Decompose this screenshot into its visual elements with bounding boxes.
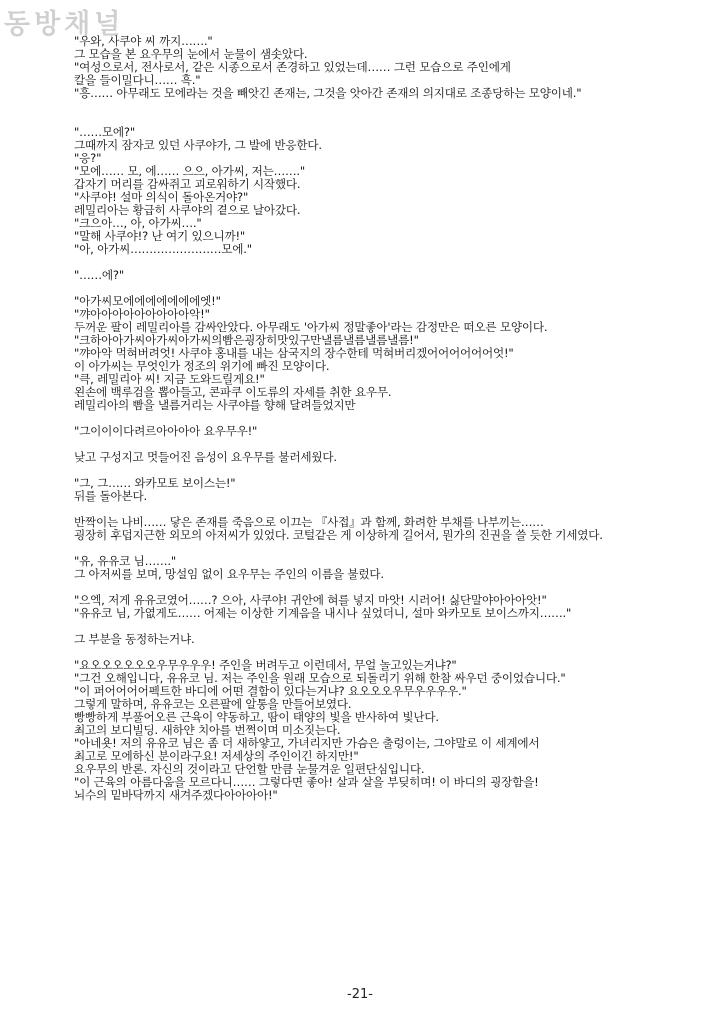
text-line: 뒤를 돌아본다. (74, 490, 147, 503)
text-line: "꺄아악 먹혀버려엇! 사쿠야 홍내를 내는 삼국지의 장수한테 먹혀버리겠어어어어어어엇!" (74, 347, 514, 360)
text-line: 이 아가씨는 무엇인가 정조의 위기에 빠진 모양이다. (74, 360, 330, 373)
text-line: "말해 사쿠야!? 난 여기 있으니까!" (74, 230, 246, 243)
blank-line (74, 464, 684, 477)
blank-line (74, 282, 684, 295)
text-line: "우와, 사쿠야 씨 까지……." (74, 35, 213, 48)
text-line: "이 퍼어어어어펙트한 바디에 어떤 결함이 있다는거냐? 요오오오우무우우우우." (74, 685, 467, 698)
text-line: "아, 아가씨……………………모에." (74, 243, 252, 256)
text-line: 그때까지 잠자코 있던 사쿠야가, 그 발에 반응한다. (74, 139, 322, 152)
text-line: 레밀리아는 황급히 사쿠야의 곁으로 날아갔다. (74, 204, 301, 217)
text-line: "그이이이다려르아아아아 요우무우!" (74, 425, 258, 438)
text-line: "꺄아아아아아아아아아악!" (74, 308, 210, 321)
text-line: "여성으로서, 전사로서, 같은 시종으로서 존경하고 있었는데…… 그런 모습으로 주인에게 (74, 61, 511, 74)
text-line: 뇌수의 밑바닥까지 새겨주겠다아아아아!" (74, 789, 278, 802)
text-line: 그 부분을 동정하는거냐. (74, 633, 195, 646)
text-line: "응?" (74, 152, 102, 165)
text-line: 레밀리아의 빰을 낼름거리는 사쿠야를 향해 달려들었지만 (74, 399, 356, 412)
text-line: 왼손에 백루검을 뽑아들고, 콘파쿠 이도류의 자세를 취한 요우무. (74, 386, 392, 399)
blank-line (74, 438, 684, 451)
text-line: "으엑, 저게 유유코였어……? 으아, 사쿠야! 귀안에 혀를 넣지 마앗! 시러어! 싫단말야아아아앗!" (74, 594, 547, 607)
text-line: 최고로 모에하신 분이라구요! 저세상의 주인이긴 하지만!" (74, 750, 359, 763)
story-text (74, 35, 684, 802)
text-line: 굉장히 후덥지근한 외모의 아저씨가 있었다. 코털같은 게 이상하게 길어서, 뭔가의 진권을 쓸 듯한 기세였다. (74, 529, 603, 542)
text-line: 빵빵하게 부풀어오른 근육이 약동하고, 땀이 태양의 빛을 반사하여 빛난다. (74, 711, 439, 724)
text-line: "요오오오오오오우무우우우! 주인을 버려두고 이런데서, 무얼 놀고있는거냐?" (74, 659, 457, 672)
text-line: "아가씨모에에에에에에에엣!" (74, 295, 221, 308)
text-line: "유, 유유코 님……." (74, 555, 176, 568)
blank-line (74, 256, 684, 269)
text-line: 반짝이는 나비…… 닿은 존재를 죽음으로 이끄는 『사접』과 함께, 화려한 부채를 나부끼는…… (74, 516, 544, 529)
text-line: "흥…… 아무래도 모에라는 것을 빼앗긴 존재는, 그것을 앗아간 존재의 의지대로 조종당하는 모양이네." (74, 87, 582, 100)
text-line: 최고의 보디빌딩. 새하얀 치아를 번쩍이며 미소짓는다. (74, 724, 341, 737)
text-line: "크으아…, 아, 아가씨…." (74, 217, 202, 230)
text-line: 요우무의 반론. 자신의 것이라고 단언할 만큼 눈물겨운 일편단심입니다. (74, 763, 425, 776)
text-line: "크하아아가씨아가씨아가씨의빰은굉장히맛있구만낼름낼름낼름낼름!" (74, 334, 419, 347)
text-line: "아네욧! 저의 유유코 님은 좀 더 새하얗고, 가녀리지만 가슴은 출렁이는, 그야말로 이 세계에서 (74, 737, 540, 750)
blank-line (74, 620, 684, 633)
blank-line (74, 113, 684, 126)
text-line: "그건 오해입니다, 유유코 님. 저는 주인을 원래 모습으로 되돌리기 위해 한참 싸우던 중이었습니다." (74, 672, 566, 685)
blank-line (74, 100, 684, 113)
blank-line (74, 542, 684, 555)
text-line: 그 모습을 본 요우무의 눈에서 눈물이 샘솟았다. (74, 48, 308, 61)
text-line: 칼을 들이밀다니…… 흑." (74, 74, 201, 87)
text-line: 그 아저씨를 보며, 망설임 없이 요우무는 주인의 이름을 불렀다. (74, 568, 384, 581)
blank-line (74, 503, 684, 516)
text-line: "큭, 레밀리아 씨! 지금 도와드릴게요!" (74, 373, 265, 386)
text-line: 두꺼운 팔이 레밀리아를 감싸안았다. 아무래도 '아가씨 정말좋아'라는 감정만은 떠오른 모양이다. (74, 321, 548, 334)
text-line: "……모에?" (74, 126, 136, 139)
text-line: "이 근육의 아름다움을 모르다니…… 그렇다면 좋아! 살과 살을 부딪히며! 이 바디의 굉장함을! (74, 776, 539, 789)
blank-line (74, 412, 684, 425)
watermark-logo: 동방채널 (4, 9, 125, 40)
text-line: 그렇게 말하며, 유유코는 오른팔에 알통을 만들어보였다. (74, 698, 352, 711)
text-line: "사쿠야! 설마 의식이 돌아온거야?" (74, 191, 249, 204)
page-number: -21- (347, 987, 373, 1002)
text-line: "모에…… 모, 에…… 으으, 아가씨, 저는……." (74, 165, 305, 178)
blank-line (74, 581, 684, 594)
text-line: "그, 그…… 와카모토 보이스는!" (74, 477, 236, 490)
text-line: "유유코 님, 가엾게도…… 어제는 이상한 기계음을 내시나 싶었더니, 설마 와카모토 보이스까지……." (74, 607, 572, 620)
blank-line (74, 646, 684, 659)
text-line: 갑자기 머리를 감싸쥐고 괴로워하기 시작했다. (74, 178, 301, 191)
text-line: "……에?" (74, 269, 125, 282)
text-line: 낮고 구성지고 멋들어진 음성이 요우무를 불러세웠다. (74, 451, 337, 464)
